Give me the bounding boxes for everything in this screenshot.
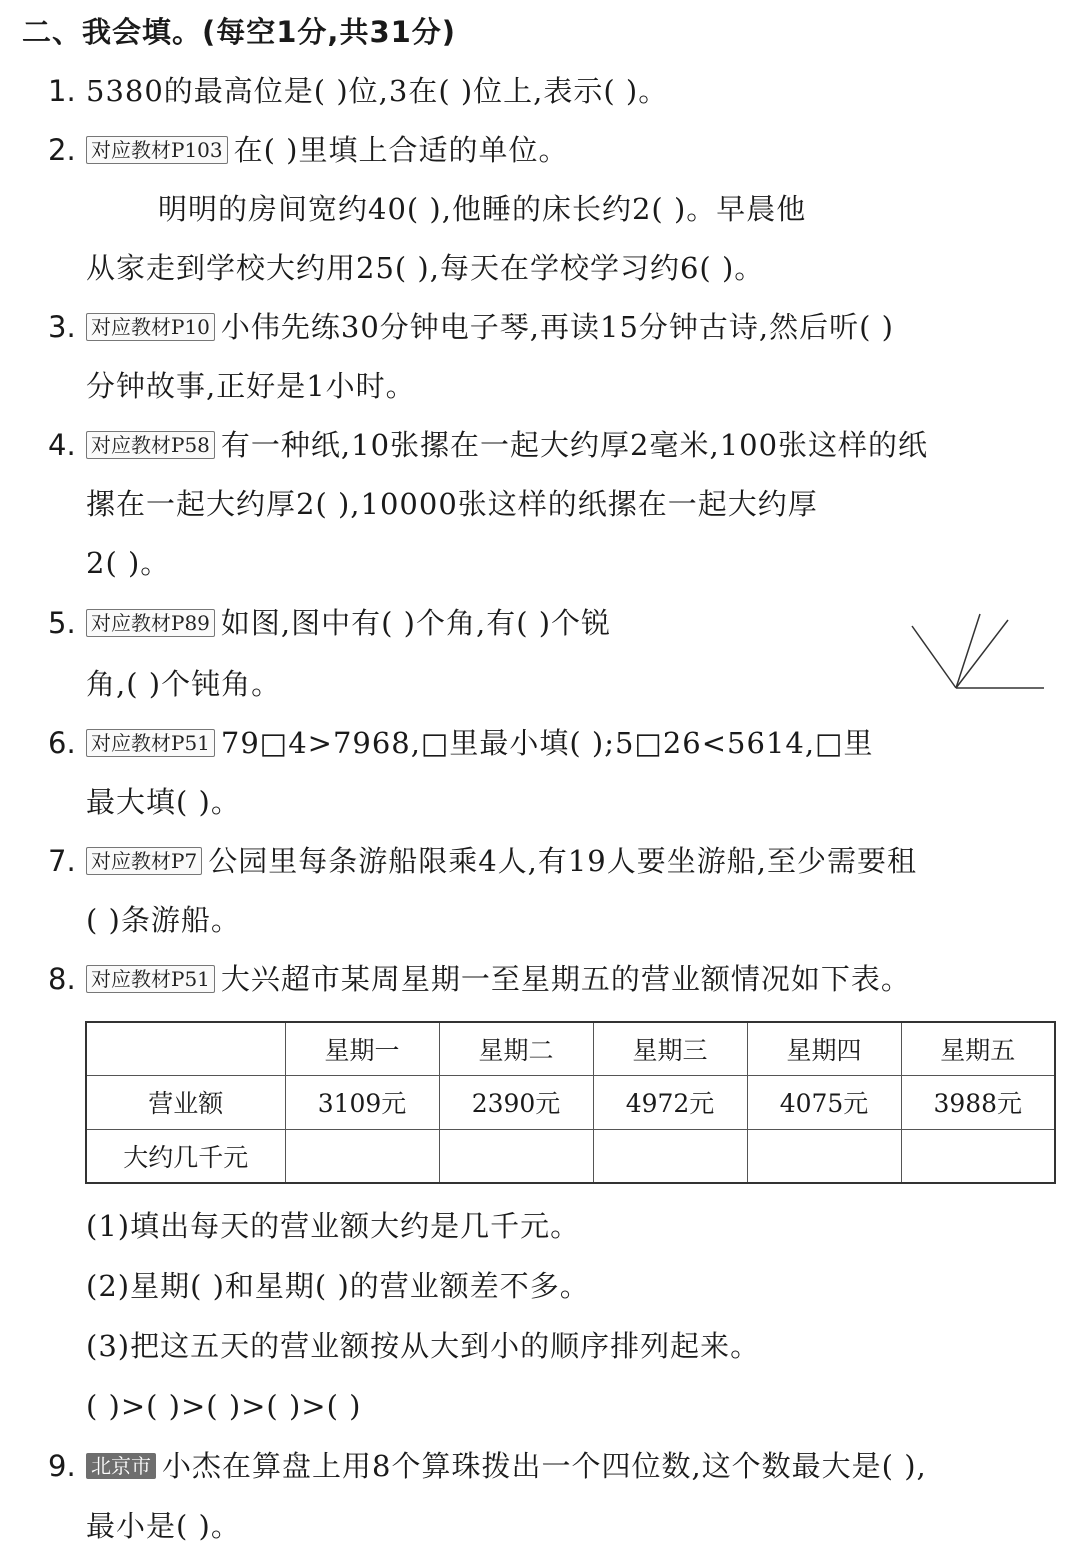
- table-header-row: [86, 1022, 1055, 1076]
- question-number: 8.: [48, 962, 76, 996]
- question-line: [86, 427, 928, 463]
- table-cell: 3109元: [285, 1076, 439, 1129]
- question-number: 3.: [48, 310, 76, 344]
- question-text-line2: ( )条游船。: [86, 903, 241, 937]
- question-text: 如图,图中有( )个角,有( )个锐: [220, 606, 612, 640]
- textbook-tag: 对应教材P89: [86, 609, 215, 637]
- sales-table: [85, 1021, 1056, 1184]
- question-number: 5.: [48, 606, 76, 640]
- textbook-tag: 对应教材P51: [86, 729, 215, 757]
- sub-question-2: (2)星期( )和星期( )的营业额差不多。: [86, 1269, 590, 1303]
- angle-figure: [908, 612, 1048, 692]
- table-row: [86, 1129, 1055, 1183]
- answer-cell[interactable]: [901, 1129, 1055, 1183]
- question-text-line3: 2( )。: [86, 546, 171, 580]
- table-header-cell: 星期五: [901, 1022, 1055, 1076]
- question-text: 5380的最高位是( )位,3在( )位上,表示( )。: [86, 74, 669, 108]
- answer-cell[interactable]: [593, 1129, 747, 1183]
- table-row: [86, 1076, 1055, 1129]
- question-text-line2: 摞在一起大约厚2( ),10000张这样的纸摞在一起大约厚: [86, 487, 818, 521]
- answer-cell[interactable]: [439, 1129, 593, 1183]
- table-cell: 4075元: [747, 1076, 901, 1129]
- region-tag: 北京市: [86, 1453, 156, 1479]
- question-text-line2: 角,( )个钝角。: [86, 667, 282, 701]
- question-number: 7.: [48, 844, 76, 878]
- textbook-tag: 对应教材P58: [86, 431, 215, 459]
- question-text-line3: 从家走到学校大约用25( ),每天在学校学习约6( )。: [86, 251, 765, 285]
- question-line: [86, 1448, 927, 1484]
- table-cell: 2390元: [439, 1076, 593, 1129]
- table-cell: 3988元: [901, 1076, 1055, 1129]
- question-line: [86, 605, 611, 641]
- table-header-cell: 星期三: [593, 1022, 747, 1076]
- table-cell: 4972元: [593, 1076, 747, 1129]
- question-number: 1.: [48, 74, 76, 108]
- question-text: 公园里每条游船限乘4人,有19人要坐游船,至少需要租: [208, 844, 917, 878]
- table-cell: 大约几千元: [86, 1129, 285, 1183]
- table-header-cell: 星期二: [439, 1022, 593, 1076]
- section-title: 二、我会填。(每空1分,共31分): [22, 15, 457, 49]
- textbook-tag: 对应教材P51: [86, 965, 215, 993]
- question-text: 79□4>7968,□里最小填( );5□26<5614,□里: [220, 726, 874, 760]
- question-line: [86, 961, 911, 997]
- answer-cell[interactable]: [747, 1129, 901, 1183]
- question-text-line2: 最小是( )。: [86, 1509, 241, 1543]
- question-number: 9.: [48, 1449, 76, 1483]
- question-text: 小伟先练30分钟电子琴,再读15分钟古诗,然后听( ): [220, 310, 894, 344]
- question-text: 有一种纸,10张摞在一起大约厚2毫米,100张这样的纸: [220, 428, 929, 462]
- textbook-tag: 对应教材P10: [86, 313, 215, 341]
- question-number: 4.: [48, 428, 76, 462]
- question-number: 2.: [48, 133, 76, 167]
- sub-question-3-answer: ( )>( )>( )>( )>( ): [86, 1389, 362, 1423]
- sub-question-1: (1)填出每天的营业额大约是几千元。: [86, 1209, 581, 1243]
- textbook-tag: 对应教材P7: [86, 847, 202, 875]
- question-line: [86, 725, 873, 761]
- answer-cell[interactable]: [285, 1129, 439, 1183]
- table-cell: 营业额: [86, 1076, 285, 1129]
- question-text-line2: 分钟故事,正好是1小时。: [86, 369, 416, 403]
- angle-ray-left: [912, 626, 956, 688]
- table-header-cell: [86, 1022, 285, 1076]
- angle-ray-right: [956, 620, 1008, 688]
- sub-question-3: (3)把这五天的营业额按从大到小的顺序排列起来。: [86, 1329, 761, 1363]
- question-line: [86, 132, 569, 168]
- table-header-cell: 星期一: [285, 1022, 439, 1076]
- question-text: 小杰在算盘上用8个算珠拨出一个四位数,这个数最大是( ),: [162, 1449, 927, 1483]
- question-text: 在( )里填上合适的单位。: [233, 133, 569, 167]
- question-line: [86, 843, 917, 879]
- table-header-cell: 星期四: [747, 1022, 901, 1076]
- textbook-tag: 对应教材P103: [86, 136, 228, 164]
- question-line: [86, 309, 894, 345]
- question-text: 大兴超市某周星期一至星期五的营业额情况如下表。: [220, 962, 911, 996]
- question-text-line2: 明明的房间宽约40( ),他睡的床长约2( )。早晨他: [158, 192, 807, 226]
- question-number: 6.: [48, 726, 76, 760]
- question-text-line2: 最大填( )。: [86, 785, 241, 819]
- angle-ray-middle: [956, 614, 980, 688]
